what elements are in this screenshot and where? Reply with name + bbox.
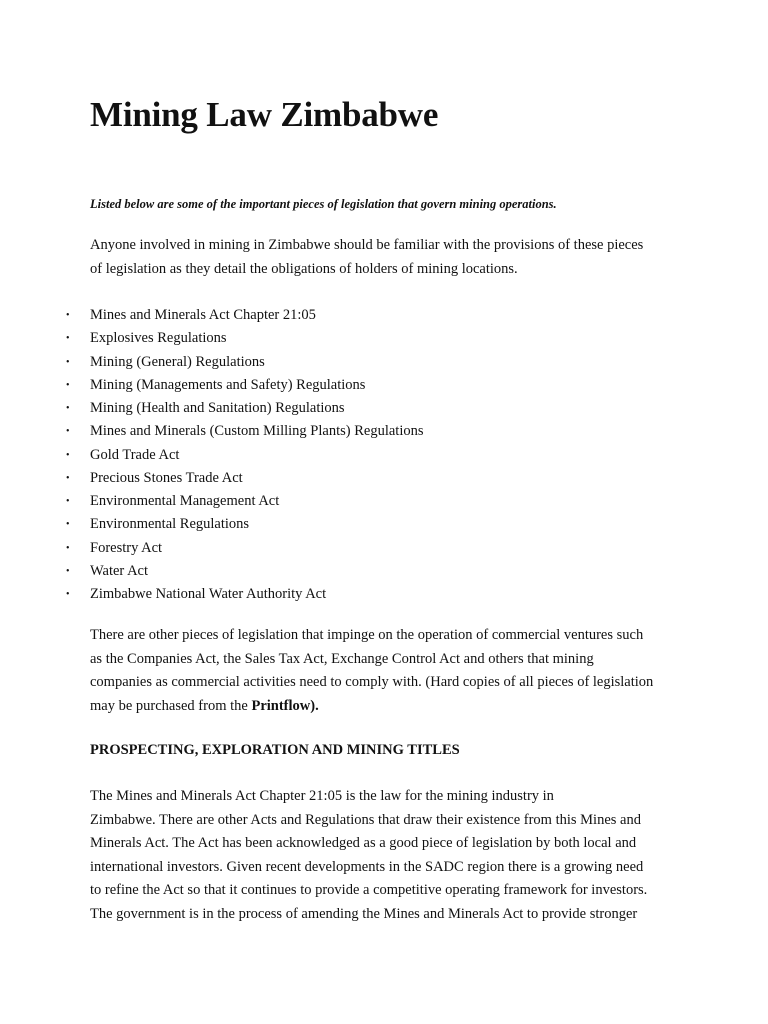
list-item — [66, 304, 424, 327]
bullet-icon: • — [66, 519, 70, 531]
legislation-list — [66, 304, 424, 606]
bullet-icon: • — [66, 356, 70, 368]
printflow-reference: Printflow). — [251, 697, 319, 714]
bullet-icon: • — [66, 379, 70, 391]
list-item-label: Environmental Regulations — [90, 516, 250, 533]
list-item-label: Mines and Minerals (Custom Milling Plants) Regulations — [90, 423, 424, 440]
list-item — [66, 374, 424, 397]
list-item-label: Zimbabwe National Water Authority Act — [90, 586, 327, 602]
list-item — [66, 397, 424, 420]
list-item — [66, 327, 424, 350]
list-item-label: Mining (Health and Sanitation) Regulations — [90, 400, 345, 416]
bullet-icon: • — [66, 449, 70, 461]
paragraph-line: Anyone involved in mining in Zimbabwe should be familiar with the provisions of these pieces — [90, 237, 644, 253]
bullet-icon: • — [66, 542, 70, 554]
page-title: Mining Law Zimbabwe — [90, 95, 439, 134]
paragraph-line: companies as commercial activities need to comply with. (Hard copies of all pieces of legislation — [90, 674, 654, 690]
paragraph-line: The Mines and Minerals Act Chapter 21:05 is the law for the mining industry in — [90, 788, 554, 804]
bullet-icon: • — [66, 496, 70, 507]
bullet-icon: • — [66, 333, 70, 345]
paragraph-familiarity — [90, 234, 690, 281]
paragraph-line: There are other pieces of legislation that impinge on the operation of commercial ventures such — [90, 627, 644, 643]
list-item — [66, 444, 424, 467]
paragraph-line: Minerals Act. The Act has been acknowledged as a good piece of legislation by both local and — [90, 835, 637, 851]
list-item-label: Mines and Minerals Act Chapter 21:05 — [90, 307, 316, 323]
paragraph-line: as the Companies Act, the Sales Tax Act, Exchange Control Act and others that mining — [90, 650, 594, 667]
paragraph-line-prefix: may be purchased from the — [90, 697, 252, 714]
list-item — [66, 537, 424, 560]
list-item — [66, 467, 424, 490]
list-item — [66, 420, 424, 443]
paragraph-line: Zimbabwe. There are other Acts and Regulations that draw their existence from this Mines and — [90, 811, 641, 828]
bullet-icon: • — [66, 426, 70, 438]
bullet-icon: • — [66, 310, 70, 321]
list-item — [66, 583, 424, 606]
section-heading: PROSPECTING, EXPLORATION AND MINING TITLES — [90, 742, 460, 758]
paragraph-line: to refine the Act so that it continues to provide a competitive operating framework for investors. — [90, 882, 648, 898]
intro-italic-text: Listed below are some of the important pieces of legislation that govern mining operations. — [90, 197, 557, 211]
list-item-label: Precious Stones Trade Act — [90, 469, 243, 486]
bullet-icon: • — [66, 472, 70, 484]
paragraph-line: The government is in the process of amending the Mines and Minerals Act to provide stronger — [90, 905, 638, 922]
bullet-icon: • — [66, 565, 70, 577]
list-item-label: Mining (Managements and Safety) Regulations — [90, 376, 366, 393]
list-item-label: Water Act — [90, 562, 149, 579]
paragraph-line: of legislation as they detail the obligations of holders of mining locations. — [90, 260, 518, 277]
list-item — [66, 560, 424, 583]
paragraph-other-legislation — [90, 624, 690, 718]
list-item-label: Explosives Regulations — [90, 330, 227, 347]
list-item — [66, 351, 424, 374]
bullet-icon: • — [66, 403, 70, 414]
list-item-label: Forestry Act — [90, 539, 163, 556]
paragraph-mines-act — [90, 785, 690, 926]
list-item-label: Mining (General) Regulations — [90, 353, 265, 370]
list-item-label: Environmental Management Act — [90, 493, 280, 509]
list-item — [66, 490, 424, 513]
list-item-label: Gold Trade Act — [90, 446, 180, 463]
paragraph-line: international investors. Given recent developments in the SADC region there is a growing need — [90, 858, 644, 875]
bullet-icon: • — [66, 589, 70, 600]
list-item — [66, 513, 424, 536]
